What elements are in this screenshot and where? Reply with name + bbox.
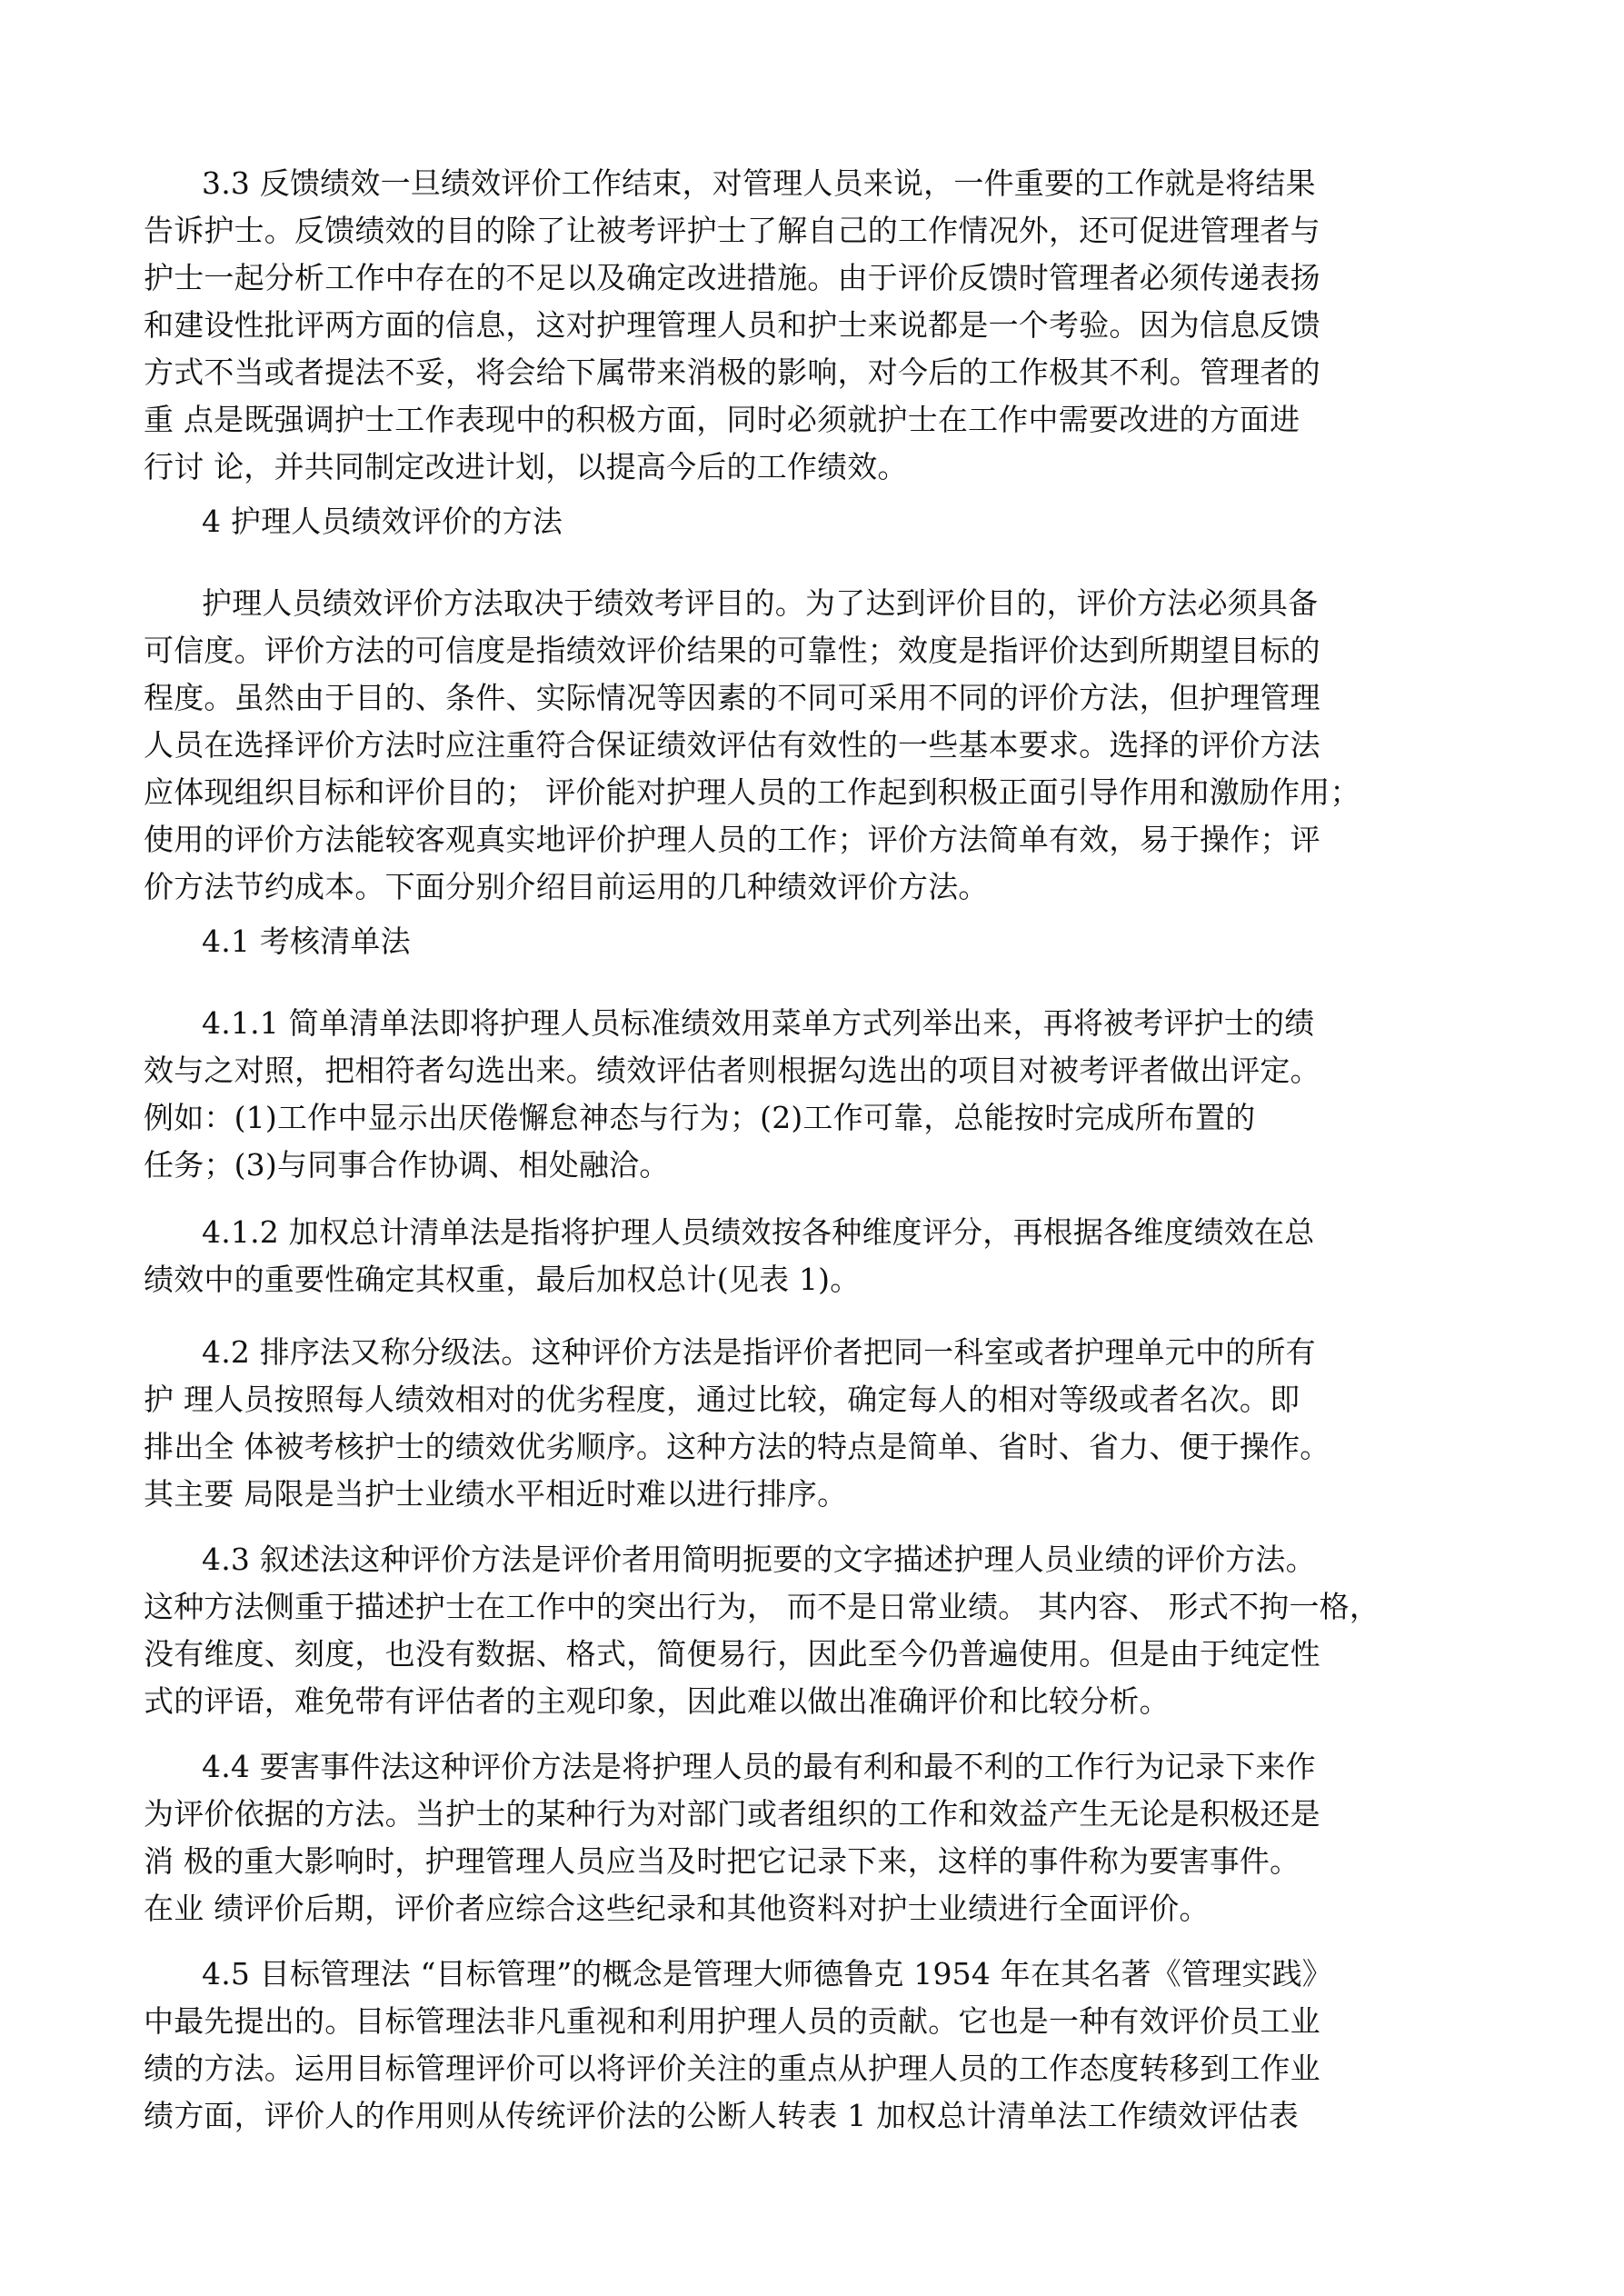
paragraph-4-1-2: [144, 1209, 1402, 1303]
section-heading: 4.1 考核清单法: [202, 923, 411, 959]
paragraph-line: 4.3 叙述法这种评价方法是评价者用简明扼要的文字描述护理人员业绩的评价方法。: [202, 1542, 1316, 1577]
paragraph-line: 排出全 体被考核护士的绩效优劣顺序。这种方法的特点是简单、省时、省力、便于操作。: [144, 1429, 1330, 1464]
paragraph-line: 绩方面，评价人的作用则从传统评价法的公断人转表 1 加权总计清单法工作绩效评估表: [144, 2098, 1299, 2133]
paragraph-line: 为评价依据的方法。当护士的某种行为对部门或者组织的工作和效益产生无论是积极还是: [144, 1796, 1320, 1832]
paragraph-line: 其主要 局限是当护士业绩水平相近时难以进行排序。: [144, 1476, 848, 1512]
paragraph-line: 使用的评价方法能较客观真实地评价护理人员的工作；评价方法简单有效，易于操作；评: [144, 822, 1320, 857]
paragraph-line: 重 点是既强调护士工作表现中的积极方面，同时必须就护士在工作中需要改进的方面进: [144, 402, 1300, 437]
paragraph-line: 任务；(3)与同事合作协调、相处融洽。: [144, 1147, 670, 1183]
paragraph-line: 和建设性批评两方面的信息，这对护理管理人员和护士来说都是一个考验。因为信息反馈: [144, 307, 1320, 343]
paragraph-line: 没有维度、刻度，也没有数据、格式，简便易行，因此至今仍普遍使用。但是由于纯定性: [144, 1636, 1320, 1672]
section-heading-4-1: [144, 918, 1402, 965]
paragraph-line: 效与之对照，把相符者勾选出来。绩效评估者则根据勾选出的项目对被考评者做出评定。: [144, 1053, 1320, 1088]
paragraph-line: 4.5 目标管理法 “目标管理”的概念是管理大师德鲁克 1954 年在其名著《管理实践》: [202, 1956, 1332, 1992]
paragraph-line: 应体现组织目标和评价目的； 评价能对护理人员的工作起到积极正面引导作用和激励作用；: [144, 774, 1360, 810]
paragraph-line: 方式不当或者提法不妥，将会给下属带来消极的影响，对今后的工作极其不利。管理者的: [144, 354, 1320, 390]
paragraph-4-1-1: [144, 1000, 1402, 1189]
paragraph-4-2: [144, 1329, 1402, 1518]
paragraph-line: 护理人员绩效评价方法取决于绩效考评目的。为了达到评价目的，评价方法必须具备: [202, 585, 1319, 621]
paragraph-line: 4.4 要害事件法这种评价方法是将护理人员的最有利和最不利的工作行为记录下来作: [202, 1749, 1316, 1784]
paragraph-line: 4.1.1 简单清单法即将护理人员标准绩效用菜单方式列举出来，再将被考评护士的绩: [202, 1005, 1315, 1041]
paragraph-4-5: [144, 1951, 1402, 2140]
paragraph-line: 例如：(1)工作中显示出厌倦懈怠神态与行为；(2)工作可靠，总能按时完成所布置的: [144, 1100, 1256, 1135]
paragraph-line: 程度。虽然由于目的、条件、实际情况等因素的不同可采用不同的评价方法，但护理管理: [144, 680, 1320, 715]
section-heading-4: [144, 498, 1402, 545]
paragraph-line: 护 理人员按照每人绩效相对的优劣程度，通过比较，确定每人的相对等级或者名次。即: [144, 1382, 1300, 1417]
paragraph-line: 护士一起分析工作中存在的不足以及确定改进措施。由于评价反馈时管理者必须传递表扬: [144, 260, 1320, 295]
paragraph-line: 消 极的重大影响时，护理管理人员应当及时把它记录下来，这样的事件称为要害事件。: [144, 1843, 1300, 1879]
paragraph-line: 3.3 反馈绩效一旦绩效评价工作结束，对管理人员来说，一件重要的工作就是将结果: [202, 165, 1316, 201]
paragraph-line: 价方法节约成本。下面分别介绍目前运用的几种绩效评价方法。: [144, 869, 989, 904]
paragraph-3-3: [144, 160, 1402, 491]
paragraph-line: 在业 绩评价后期，评价者应综合这些纪录和其他资料对护士业绩进行全面评价。: [144, 1891, 1210, 1926]
paragraph-4-3: [144, 1536, 1402, 1725]
paragraph-line: 告诉护士。反馈绩效的目的除了让被考评护士了解自己的工作情况外，还可促进管理者与: [144, 213, 1320, 248]
paragraph-line: 可信度。评价方法的可信度是指绩效评价结果的可靠性；效度是指评价达到所期望目标的: [144, 633, 1320, 668]
paragraph-line: 人员在选择评价方法时应注重符合保证绩效评估有效性的一些基本要求。选择的评价方法: [144, 727, 1320, 763]
paragraph-line: 式的评语，难免带有评估者的主观印象，因此难以做出准确评价和比较分析。: [144, 1683, 1170, 1719]
section-heading: 4 护理人员绩效评价的方法: [202, 504, 563, 539]
paragraph-4-4: [144, 1743, 1402, 1932]
paragraph-line: 4.1.2 加权总计清单法是指将护理人员绩效按各种维度评分，再根据各维度绩效在总: [202, 1214, 1315, 1250]
paragraph-line: 绩效中的重要性确定其权重，最后加权总计(见表 1)。: [144, 1262, 861, 1297]
paragraph-line: 4.2 排序法又称分级法。这种评价方法是指评价者把同一科室或者护理单元中的所有: [202, 1334, 1316, 1370]
paragraph-line: 行讨 论，并共同制定改进计划，以提高今后的工作绩效。: [144, 449, 908, 484]
paragraph-line: 绩的方法。运用目标管理评价可以将评价关注的重点从护理人员的工作态度转移到工作业: [144, 2051, 1320, 2086]
paragraph-line: 中最先提出的。目标管理法非凡重视和利用护理人员的贡献。它也是一种有效评价员工业: [144, 2003, 1320, 2039]
paragraph-line: 这种方法侧重于描述护士在工作中的突出行为， 而不是日常业绩。 其内容、 形式不拘一格，: [144, 1589, 1380, 1624]
paragraph-methods-intro: [144, 580, 1402, 911]
